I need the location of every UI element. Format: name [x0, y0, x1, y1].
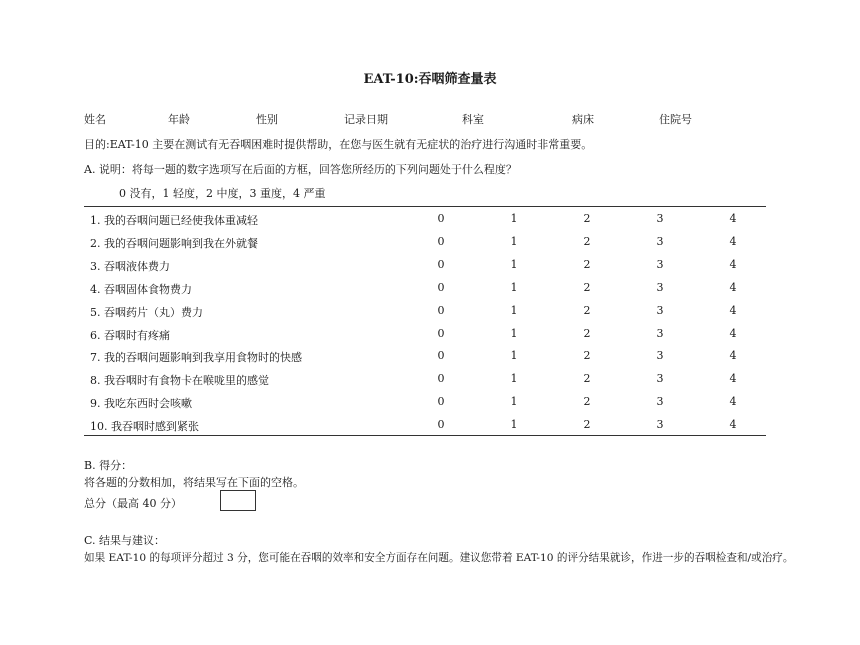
rating-option[interactable]: 4 [729, 349, 737, 363]
field-sex-label: 性别 [256, 113, 278, 126]
rating-option[interactable]: 1 [510, 418, 518, 432]
rating-option[interactable]: 1 [510, 395, 518, 409]
table-bottom-rule [84, 435, 766, 436]
rating-scale-legend: 0 没有，1 轻度，2 中度，3 重度，4 严重 [119, 187, 326, 200]
field-record-date-label: 记录日期 [344, 113, 388, 126]
rating-option[interactable]: 0 [437, 395, 445, 409]
rating-option[interactable]: 1 [510, 212, 518, 225]
section-c-heading: C. 结果与建议： [84, 534, 166, 547]
rating-option[interactable]: 0 [437, 280, 445, 294]
table-top-rule [84, 206, 766, 207]
rating-option[interactable]: 2 [583, 257, 591, 271]
section-a-instruction: A. 说明：将每一题的数字选项写在后面的方框，回答您所经历的下列问题处于什么程度？ [84, 163, 517, 176]
question-text: 3. 吞咽液体费力 [90, 259, 170, 273]
total-score-box[interactable] [220, 490, 256, 511]
rating-option[interactable]: 4 [729, 234, 737, 248]
rating-option[interactable]: 4 [729, 326, 737, 340]
rating-option[interactable]: 4 [729, 372, 737, 386]
section-b-instruction: 将各题的分数相加，将结果写在下面的空格。 [84, 476, 304, 489]
field-name-label: 姓名 [84, 113, 106, 126]
rating-option[interactable]: 4 [729, 303, 737, 317]
rating-option[interactable]: 1 [510, 349, 518, 363]
question-text: 10. 我吞咽时感到紧张 [90, 420, 199, 434]
question-text: 7. 我的吞咽问题影响到我享用食物时的快感 [90, 351, 302, 365]
rating-option[interactable]: 2 [583, 395, 591, 409]
field-bed-label: 病床 [572, 113, 594, 126]
rating-option[interactable]: 2 [583, 349, 591, 363]
rating-option[interactable]: 2 [583, 212, 591, 225]
rating-option[interactable]: 2 [583, 280, 591, 294]
question-text: 4. 吞咽固体食物费力 [90, 282, 192, 296]
rating-option[interactable]: 1 [510, 326, 518, 340]
rating-option[interactable]: 1 [510, 234, 518, 248]
rating-option[interactable]: 0 [437, 349, 445, 363]
rating-option[interactable]: 3 [656, 395, 664, 409]
field-admission-number-label: 住院号 [659, 113, 692, 126]
total-score-label: 总分（最高 40 分） [84, 497, 182, 510]
purpose-text: 目的:EAT-10 主要在测试有无吞咽困难时提供帮助，在您与医生就有无症状的治疗进行沟通时非常重要。 [84, 138, 593, 151]
question-text: 5. 吞咽药片（丸）费力 [90, 305, 203, 319]
rating-option[interactable]: 3 [656, 303, 664, 317]
rating-option[interactable]: 3 [656, 212, 664, 225]
rating-option[interactable]: 2 [583, 418, 591, 432]
rating-option[interactable]: 4 [729, 280, 737, 294]
rating-option[interactable]: 4 [729, 212, 737, 225]
section-b-heading: B. 得分： [84, 459, 133, 472]
rating-option[interactable]: 4 [729, 418, 737, 432]
rating-option[interactable]: 1 [510, 257, 518, 271]
question-text: 8. 我吞咽时有食物卡在喉咙里的感觉 [90, 374, 269, 388]
rating-option[interactable]: 0 [437, 212, 445, 225]
rating-option[interactable]: 3 [656, 234, 664, 248]
form-title: EAT-10:吞咽筛查量表 [363, 72, 497, 87]
rating-option[interactable]: 1 [510, 372, 518, 386]
rating-option[interactable]: 3 [656, 326, 664, 340]
rating-option[interactable]: 2 [583, 234, 591, 248]
rating-option[interactable]: 3 [656, 280, 664, 294]
rating-option[interactable]: 0 [437, 234, 445, 248]
rating-option[interactable]: 1 [510, 280, 518, 294]
question-text: 2. 我的吞咽问题影响到我在外就餐 [90, 236, 258, 250]
rating-option[interactable]: 4 [729, 257, 737, 271]
rating-option[interactable]: 0 [437, 326, 445, 340]
rating-option[interactable]: 2 [583, 372, 591, 386]
rating-option[interactable]: 2 [583, 303, 591, 317]
rating-option[interactable]: 4 [729, 395, 737, 409]
section-c-text: 如果 EAT-10 的每项评分超过 3 分，您可能在吞咽的效率和安全方面存在问题。建议您带着 EAT-10 的评分结果就诊，作进一步的吞咽检查和/或治疗。 [84, 552, 794, 564]
rating-option[interactable]: 3 [656, 257, 664, 271]
rating-option[interactable]: 0 [437, 257, 445, 271]
rating-option[interactable]: 3 [656, 418, 664, 432]
rating-option[interactable]: 0 [437, 303, 445, 317]
question-text: 1. 我的吞咽问题已经使我体重减轻 [90, 214, 258, 227]
rating-option[interactable]: 1 [510, 303, 518, 317]
rating-option[interactable]: 3 [656, 372, 664, 386]
field-department-label: 科室 [462, 113, 484, 126]
rating-option[interactable]: 0 [437, 372, 445, 386]
rating-option[interactable]: 0 [437, 418, 445, 432]
field-age-label: 年龄 [168, 113, 190, 126]
question-text: 9. 我吃东西时会咳嗽 [90, 397, 192, 411]
rating-option[interactable]: 2 [583, 326, 591, 340]
rating-option[interactable]: 3 [656, 349, 664, 363]
question-text: 6. 吞咽时有疼痛 [90, 328, 170, 342]
